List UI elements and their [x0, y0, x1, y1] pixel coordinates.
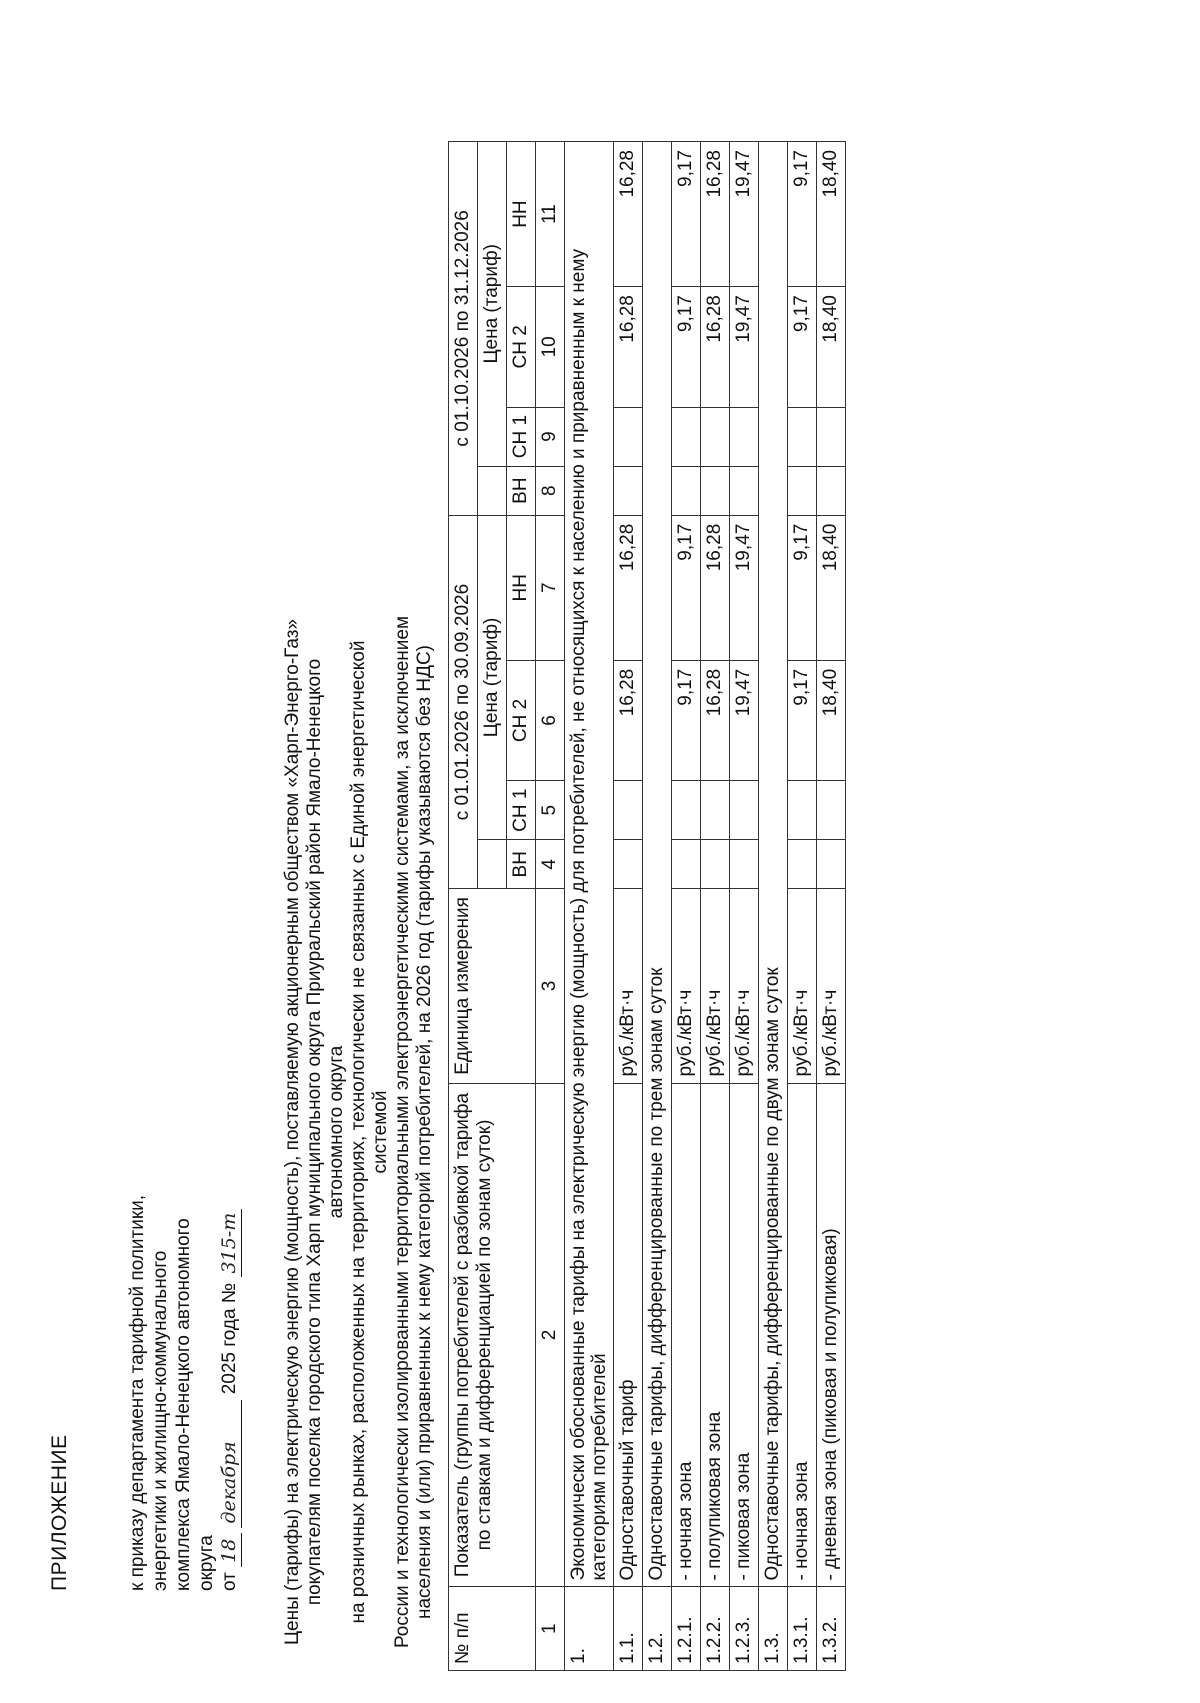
- tariff-value: [672, 466, 701, 515]
- header-level: НН: [507, 515, 536, 660]
- row-label: - полупиковая зона: [701, 1083, 730, 1587]
- tariff-table: [448, 141, 846, 1671]
- header-level: СН 2: [507, 660, 536, 780]
- col-number: 9: [536, 407, 565, 466]
- date-prefix: от: [219, 1572, 240, 1591]
- header-price-2: Цена (тариф): [478, 142, 507, 467]
- tariff-value: [614, 781, 643, 840]
- appendix-line: комплекса Ямало-Ненецкого автономного: [173, 1218, 194, 1591]
- row-label: - пиковая зона: [730, 1083, 759, 1587]
- tariff-value: [730, 466, 759, 515]
- tariff-value: 16,28: [701, 142, 730, 287]
- tariff-value: 18,40: [817, 142, 846, 287]
- group-title: Одноставочные тарифы, дифференцированные по трем зонам суток: [643, 142, 672, 1587]
- row-unit: руб./кВт·ч: [672, 889, 701, 1083]
- appendix-heading: ПРИЛОЖЕНИЕ: [48, 1434, 71, 1591]
- tariff-value: 16,28: [614, 142, 643, 287]
- tariff-value: [701, 840, 730, 889]
- title-line: России и технологически изолированными территориальными электроэнергетическими системами, за исключением: [392, 615, 413, 1649]
- row-num: 1.3.: [759, 1587, 788, 1671]
- header-level: НН: [507, 142, 536, 287]
- handwritten-day: 18: [218, 1533, 242, 1567]
- col-number: 1: [536, 1587, 565, 1671]
- tariff-value: 16,28: [614, 660, 643, 780]
- header-level: ВН: [507, 840, 536, 889]
- appendix-line: энергетики и жилищно-коммунального: [150, 1250, 171, 1591]
- row-num: 1.3.1.: [788, 1587, 817, 1671]
- row-unit: руб./кВт·ч: [730, 889, 759, 1083]
- tariff-value: 9,17: [672, 287, 701, 407]
- appendix-date-line: [218, 871, 242, 1591]
- tariff-value: [730, 840, 759, 889]
- table-header-row: [449, 142, 478, 1671]
- section-row: [565, 142, 614, 1671]
- tariff-value: [788, 466, 817, 515]
- title-line: на розничных рынках, расположенных на территориях, технологически не связанных с Единой энергетической системой: [348, 640, 391, 1624]
- header-num: № п/п: [449, 1587, 536, 1671]
- tariff-value: 19,47: [730, 287, 759, 407]
- table-row: [672, 142, 701, 1671]
- col-number: 11: [536, 142, 565, 287]
- group-row: [759, 142, 788, 1671]
- row-num: 1.2.: [643, 1587, 672, 1671]
- row-unit: руб./кВт·ч: [817, 889, 846, 1083]
- group-title: Одноставочные тарифы, дифференцированные по двум зонам суток: [759, 142, 788, 1587]
- row-num: 1.3.2.: [817, 1587, 846, 1671]
- table-row: [701, 142, 730, 1671]
- col-number: 7: [536, 515, 565, 660]
- rotated-document-page: [30, 31, 1170, 1671]
- table-row: [788, 142, 817, 1671]
- header-level: СН 2: [507, 287, 536, 407]
- tariff-value: [614, 407, 643, 466]
- table-row: [730, 142, 759, 1671]
- row-label: - ночная зона: [672, 1083, 701, 1587]
- tariff-value: 9,17: [672, 660, 701, 780]
- tariff-value: [788, 407, 817, 466]
- title-line: Цены (тарифы) на электрическую энергию (мощность), поставляемую акционерным обществом «Харп-Энерго-Газ»: [282, 618, 303, 1646]
- tariff-value: 9,17: [788, 287, 817, 407]
- tariff-value: 16,28: [614, 287, 643, 407]
- row-unit: руб./кВт·ч: [614, 889, 643, 1083]
- title-line: покупателям поселка городского типа Харп муниципального округа Приуральский район Ямало-Ненецкого автономного округа: [304, 658, 347, 1606]
- col-number: 5: [536, 781, 565, 840]
- col-number: 8: [536, 466, 565, 515]
- row-num: 1.2.1.: [672, 1587, 701, 1671]
- tariff-value: [701, 466, 730, 515]
- tariff-value: [672, 840, 701, 889]
- col-number: 4: [536, 840, 565, 889]
- tariff-value: [817, 781, 846, 840]
- header-indicator: Показатель (группы потребителей с разбивкой тарифа по ставкам и дифференциацией по зонам суток): [449, 1083, 536, 1587]
- tariff-value: [672, 407, 701, 466]
- tariff-value: 9,17: [672, 515, 701, 660]
- tariff-value: 16,28: [701, 660, 730, 780]
- row-num: 1.2.3.: [730, 1587, 759, 1671]
- tariff-value: 9,17: [788, 515, 817, 660]
- handwritten-month: декабря: [218, 1400, 242, 1528]
- header-price-1: Цена (тариф): [478, 515, 507, 839]
- year-text: 2025 года №: [219, 1282, 240, 1395]
- appendix-line: к приказу департамента тарифной политики,: [127, 1194, 148, 1591]
- header-level: СН 1: [507, 781, 536, 840]
- tariff-value: 9,17: [788, 660, 817, 780]
- row-label: - дневная зона (пиковая и полупиковая): [817, 1083, 846, 1587]
- col-number: 2: [536, 1083, 565, 1587]
- row-label: - ночная зона: [788, 1083, 817, 1587]
- table-row: [614, 142, 643, 1671]
- header-period-1: с 01.01.2026 по 30.09.2026: [449, 515, 478, 889]
- tariff-value: 9,17: [672, 142, 701, 287]
- handwritten-order-number: 315-т: [218, 1209, 242, 1278]
- appendix-line: округа: [196, 1535, 217, 1591]
- tariff-value: 18,40: [817, 287, 846, 407]
- tariff-value: 16,28: [614, 515, 643, 660]
- tariff-value: 18,40: [817, 660, 846, 780]
- tariff-value: [701, 407, 730, 466]
- tariff-value: [817, 407, 846, 466]
- header-unit: Единица измерения: [449, 889, 536, 1083]
- tariff-value: [730, 407, 759, 466]
- tariff-value: [788, 781, 817, 840]
- header-level: СН 1: [507, 407, 536, 466]
- tariff-value: 19,47: [730, 660, 759, 780]
- tariff-value: [817, 466, 846, 515]
- row-unit: руб./кВт·ч: [788, 889, 817, 1083]
- tariff-value: [788, 840, 817, 889]
- tariff-value: 9,17: [788, 142, 817, 287]
- row-num: 1.2.2.: [701, 1587, 730, 1671]
- tariff-value: 16,28: [701, 287, 730, 407]
- row-unit: руб./кВт·ч: [701, 889, 730, 1083]
- table-row: [817, 142, 846, 1671]
- tariff-value: [614, 466, 643, 515]
- header-period-2: с 01.10.2026 по 31.12.2026: [449, 142, 478, 516]
- row-label: Одноставочный тариф: [614, 1083, 643, 1587]
- section-num: 1.: [565, 1587, 614, 1671]
- header-level: ВН: [507, 466, 536, 515]
- title-line: населения и (или) приравненных к нему категорий потребителей, на 2026 год (тарифы указываются без НДС): [414, 645, 435, 1620]
- row-num: 1.1.: [614, 1587, 643, 1671]
- col-number: 6: [536, 660, 565, 780]
- section-title: Экономически обоснованные тарифы на электрическую энергию (мощность) для потребителей, не относящихся к населению и приравненным к нему категориям потребителей: [565, 142, 614, 1587]
- column-number-row: [536, 142, 565, 1671]
- group-row: [643, 142, 672, 1671]
- tariff-value: [730, 781, 759, 840]
- tariff-value: [701, 781, 730, 840]
- tariff-value: [817, 840, 846, 889]
- tariff-value: [614, 840, 643, 889]
- tariff-value: 18,40: [817, 515, 846, 660]
- appendix-reference: [126, 871, 242, 1591]
- document-title: [282, 607, 436, 1657]
- tariff-value: 16,28: [701, 515, 730, 660]
- tariff-value: 19,47: [730, 142, 759, 287]
- col-number: 3: [536, 889, 565, 1083]
- tariff-value: 19,47: [730, 515, 759, 660]
- tariff-value: [672, 781, 701, 840]
- col-number: 10: [536, 287, 565, 407]
